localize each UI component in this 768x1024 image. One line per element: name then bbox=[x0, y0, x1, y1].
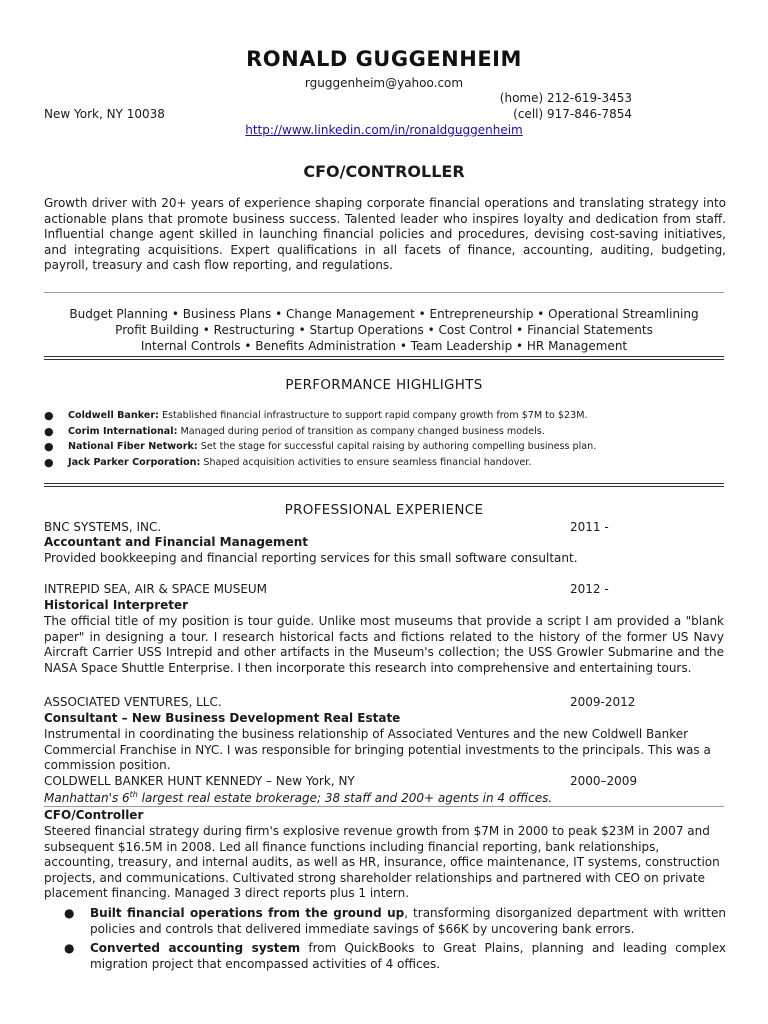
divider bbox=[44, 292, 724, 293]
divider bbox=[44, 806, 724, 807]
tagline-text: largest real estate brokerage; 38 staff and 200+ agents in 4 offices. bbox=[137, 791, 553, 805]
list-item bbox=[64, 941, 726, 972]
candidate-name: RONALD GUGGENHEIM bbox=[246, 47, 522, 71]
job-date: 2011 - bbox=[570, 520, 609, 534]
bullet-icon: ● bbox=[64, 906, 75, 920]
list-item bbox=[64, 906, 726, 937]
professional-summary: Growth driver with 20+ years of experience shaping corporate financial operations and translating strategy into actionable plans that promote business success. Talented leader who inspires loyalty and dedication from staff. Influential change agent skilled in launching financial policies and procedures, devising cost-saving initiatives, and integrating acquisitions. Expert qualifications in all facets of finance, accounting, auditing, budgeting, payroll, treasury and cash flow reporting, and regulations. bbox=[44, 196, 726, 273]
achievement-lead: Converted accounting system bbox=[90, 941, 301, 956]
job-date: 2009-2012 bbox=[570, 695, 636, 709]
bullet-icon: ● bbox=[44, 409, 54, 422]
tagline-text: Manhattan's 6 bbox=[44, 791, 130, 805]
bullet-icon: ● bbox=[44, 440, 54, 454]
highlight-company: Corim International: bbox=[68, 425, 178, 437]
achievement-lead: Built financial operations from the ground up bbox=[90, 906, 405, 920]
achievement-text: , transforming disorganized department with written policies and controls that delivered immediate savings of $66K by uncovering bank errors. bbox=[90, 906, 726, 936]
cell-phone: (cell) 917-846-7854 bbox=[513, 107, 632, 121]
skills-line-3: Internal Controls • Benefits Administration • Team Leadership • HR Management bbox=[140, 339, 628, 353]
email-address: rguggenheim@yahoo.com bbox=[304, 76, 464, 90]
resume-title: CFO/CONTROLLER bbox=[303, 162, 465, 181]
bullet-icon: ● bbox=[44, 455, 54, 469]
achievements-list bbox=[64, 906, 726, 976]
bullet-icon: ● bbox=[44, 424, 54, 438]
highlight-company: National Fiber Network: bbox=[68, 441, 198, 453]
linkedin-link[interactable]: http://www.linkedin.com/in/ronaldguggenheim bbox=[245, 123, 523, 137]
highlight-company: Jack Parker Corporation: bbox=[68, 456, 201, 468]
job-title: Consultant – New Business Development Real Estate bbox=[44, 711, 401, 725]
list-item bbox=[44, 408, 734, 424]
highlight-text: Established financial infrastructure to support rapid company growth from $7M to $23M. bbox=[161, 410, 588, 421]
bullet-icon: ● bbox=[64, 941, 75, 956]
highlight-text: Managed during period of transition as company changed business models. bbox=[180, 425, 545, 437]
address: New York, NY 10038 bbox=[44, 107, 165, 121]
job-date: 2000–2009 bbox=[570, 774, 638, 788]
job-title: CFO/Controller bbox=[44, 808, 144, 822]
list-item bbox=[44, 455, 734, 471]
job-description: Provided bookkeeping and financial reporting services for this small software consultant. bbox=[44, 551, 578, 565]
highlight-text: Set the stage for successful capital raising by authoring compelling business plan. bbox=[200, 441, 597, 453]
highlights-list bbox=[44, 408, 734, 470]
job-company: BNC SYSTEMS, INC. bbox=[44, 520, 162, 534]
job-company: COLDWELL BANKER HUNT KENNEDY – New York, NY bbox=[44, 774, 355, 788]
company-tagline bbox=[44, 790, 552, 805]
list-item bbox=[44, 439, 734, 455]
highlight-company: Coldwell Banker: bbox=[68, 410, 159, 421]
job-description: The official title of my position is tour guide. Unlike most museums that provide a script I am provided a "blank paper" in designing a tour. I research historical facts and fictions related to the history of the former US Navy Aircraft Carrier USS Intrepid and other artifacts in the Museum's collection; the USS Growler Submarine and the NASA Space Shuttle Enterprise. I then incorporate this research into comprehensive and entertaining tours. bbox=[44, 614, 724, 675]
job-title: Historical Interpreter bbox=[44, 598, 189, 612]
list-item bbox=[44, 424, 734, 440]
section-heading-experience: PROFESSIONAL EXPERIENCE bbox=[284, 502, 484, 518]
divider bbox=[44, 483, 724, 487]
achievement-text: from QuickBooks to Great Plains, planning and leading complex migration project that encompassed activities of 4 offices. bbox=[90, 941, 726, 971]
job-description: Steered financial strategy during firm's explosive revenue growth from $7M in 2000 to peak $23M in 2007 and subsequent $16.5M in 2008. Led all finance functions including financial reporting, bank relationships, accounting, treasury, and internal audits, as well as HR, insurance, office maintenance, IT systems, construction projects, and communications. Cultivated strong shareholder relationships and partnered with CEO on private placement financing. Managed 3 direct reports plus 1 intern. bbox=[44, 824, 720, 901]
home-phone: (home) 212-619-3453 bbox=[499, 91, 632, 105]
job-date: 2012 - bbox=[570, 582, 609, 596]
tagline-superscript: th bbox=[129, 790, 138, 799]
skills-line-1: Budget Planning • Business Plans • Change Management • Entrepreneurship • Operational Streamlining bbox=[69, 307, 699, 321]
job-description: Instrumental in coordinating the business relationship of Associated Ventures and the new Coldwell Banker Commercial Franchise in NYC. I was responsible for bringing potential investments to the principals. This was a commission position. bbox=[44, 727, 711, 773]
section-heading-highlights: PERFORMANCE HIGHLIGHTS bbox=[285, 377, 483, 393]
job-company: INTREPID SEA, AIR & SPACE MUSEUM bbox=[44, 582, 268, 596]
highlight-text: Shaped acquisition activities to ensure seamless financial handover. bbox=[203, 456, 532, 468]
job-title: Accountant and Financial Management bbox=[44, 535, 308, 549]
divider bbox=[44, 356, 724, 360]
job-company: ASSOCIATED VENTURES, LLC. bbox=[44, 695, 222, 709]
skills-line-2: Profit Building • Restructuring • Startup Operations • Cost Control • Financial Statements bbox=[115, 323, 653, 337]
